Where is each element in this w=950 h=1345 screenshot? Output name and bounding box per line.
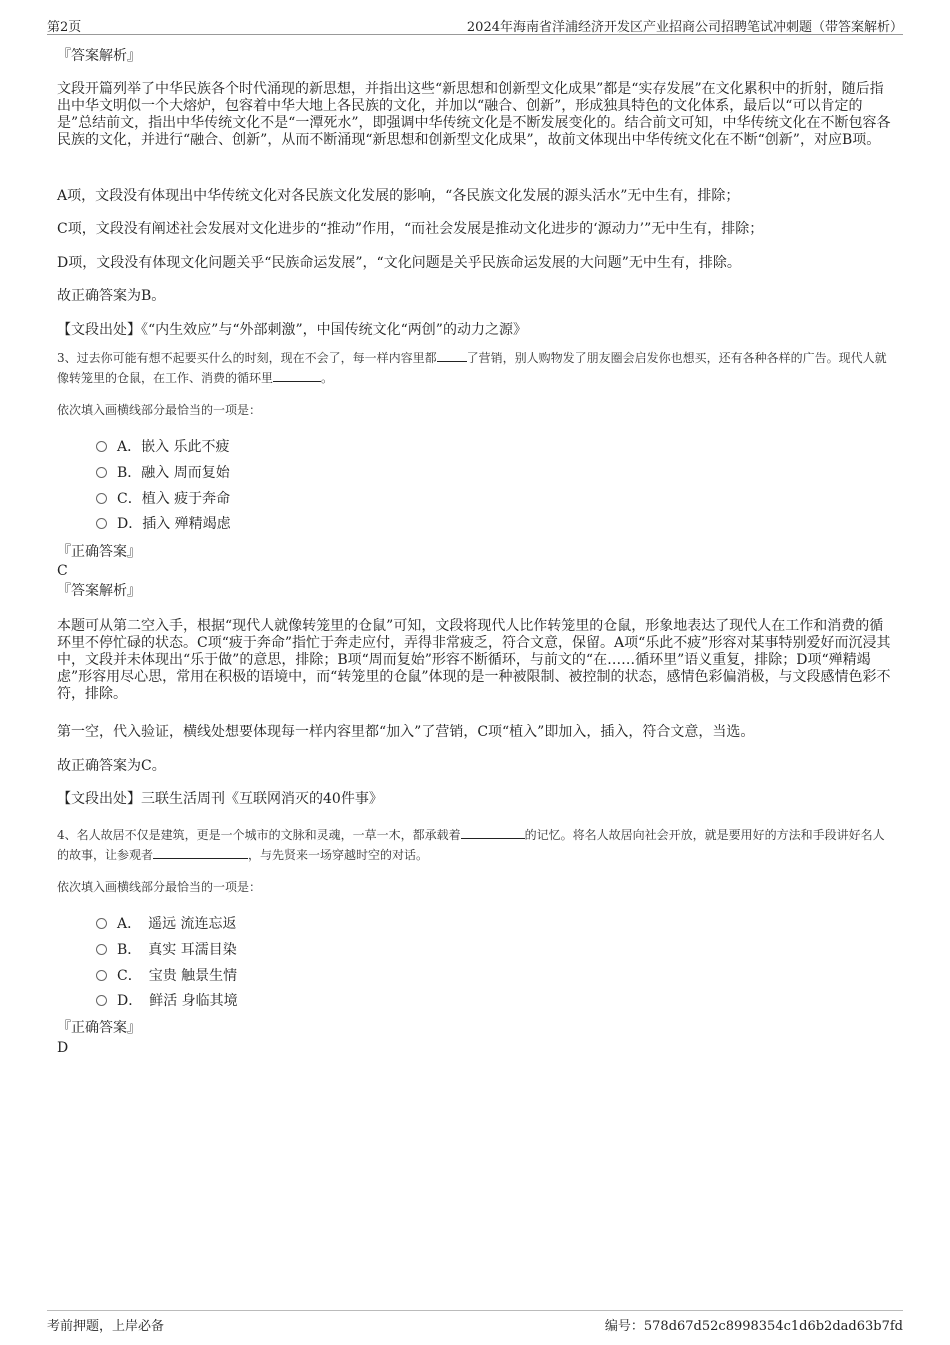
q2-source: 【文段出处】《“内生效应”与“外部刺激”，中国传统文化“两创”的动力之源》: [57, 322, 527, 338]
q2-conclusion: 故正确答案为B。: [57, 288, 166, 304]
q3-analysis-paragraph: 本题可从第二空入手，根据“现代人就像转笼里的仓鼠”可知，文段将现代人比作转笼里的仓鼠，形象地表达了现代人在工作和消费的循环里不停忙碌的状态。C项“疲于奔命”指忙于奔走应付，弄得非常疲乏，符合文意，保留。A项“乐此不疲”形容对某事特别爱好而沉浸其中，文段并未体现出“乐于做”的意思，排除；B项“周而复始”形容不断循环，与前文的“在……循环里”语义重复，排除；D项“殚精竭虑”形容用尽心思，常用在积极的语境中，而“转笼里的仓鼠”体现的是一种被限制、被控制的状态，感情色彩偏消极，与文段感情色彩不符，排除。: [57, 618, 891, 702]
q2-analysis-paragraph: 文段开篇列举了中华民族各个时代涌现的新思想，并指出这些“新思想和创新型文化成果”都是“实存发展”在文化累积中的折射，随后指出中华文明似一个大熔炉，包容着中华大地上各民族的文化，并加以“融合、创新”，形成独具特色的文化体系，最后以“可以肯定的是”总结前文，指出中华传统文化不是“一潭死水”，即强调中华传统文化是不断发展变化的。结合前文可知，中华传统文化在不断包容各民族的文化，并进行“融合、创新”，从而不断涌现“新思想和创新型文化成果”，故前文体现出中华传统文化在不断“创新”，对应B项。: [57, 81, 891, 148]
q3-blank-1: [437, 349, 467, 362]
radio-icon[interactable]: [96, 918, 107, 929]
radio-icon[interactable]: [96, 944, 107, 955]
q3-answer-label: 『正确答案』: [57, 544, 141, 560]
radio-icon[interactable]: [96, 518, 107, 529]
q3-analysis-label: 『答案解析』: [57, 583, 141, 599]
radio-icon[interactable]: [96, 995, 107, 1006]
page-number: 第2页: [47, 20, 82, 35]
q3-source: 【文段出处】三联生活周刊《互联网消灭的40件事》: [57, 791, 383, 807]
radio-icon[interactable]: [96, 493, 107, 504]
document-title: 2024年海南省洋浦经济开发区产业招商公司招聘笔试冲刺题（带答案解析）: [466, 20, 903, 35]
q2-option-c-note: C项，文段没有阐述社会发展对文化进步的“推动”作用，“而社会发展是推动文化进步的‘源动力’”无中生有，排除；: [57, 221, 764, 237]
q2-option-d-note: D项，文段没有体现文化问题关乎“民族命运发展”，“文化问题是关乎民族命运发展的大问题”无中生有，排除。: [57, 255, 741, 271]
q4-option-b[interactable]: B． 真实 耳濡目染: [96, 941, 237, 959]
radio-icon[interactable]: [96, 441, 107, 452]
q4-option-d[interactable]: D． 鲜活 身临其境: [96, 992, 238, 1010]
q2-analysis-label: 『答案解析』: [57, 48, 141, 64]
q4-stem: 4、名人故居不仅是建筑，更是一个城市的文脉和灵魂，一草一木，都承载着 的记忆。将名人故居向社会开放，就是要用好的方法和手段讲好名人的故事，让参观者 ，与先贤来一场穿越时空的对话。: [57, 828, 885, 862]
q4-option-a[interactable]: A． 遥远 流连忘返: [96, 915, 237, 933]
q3-option-d[interactable]: D．插入 殚精竭虑: [96, 515, 231, 533]
q3-option-a[interactable]: A．嵌入 乐此不疲: [96, 438, 230, 456]
q4-blank-1: [461, 826, 525, 839]
q4-option-c[interactable]: C． 宝贵 触景生情: [96, 967, 237, 985]
q3-blank-2: [273, 369, 321, 382]
q4-answer: D: [57, 1040, 69, 1056]
q3-answer: C: [57, 563, 68, 579]
q3-analysis-second-blank: 第一空，代入验证，横线处想要体现每一样内容里都“加入”了营销，C项“植入”即加入，插入，符合文意，当选。: [57, 724, 755, 740]
q4-blank-2: [153, 846, 248, 859]
radio-icon[interactable]: [96, 467, 107, 478]
document-serial: 编号：578d67d52c8998354c1d6b2dad63b7fd: [604, 1319, 903, 1334]
q3-option-c[interactable]: C．植入 疲于奔命: [96, 490, 230, 508]
radio-icon[interactable]: [96, 970, 107, 981]
q4-prompt: 依次填入画横线部分最恰当的一项是：: [57, 880, 262, 894]
q3-option-b[interactable]: B．融入 周而复始: [96, 464, 230, 482]
page-header: [47, 14, 903, 35]
q3-prompt: 依次填入画横线部分最恰当的一项是：: [57, 403, 262, 417]
footer-slogan: 考前押题，上岸必备: [47, 1319, 165, 1334]
page-footer: [47, 1310, 903, 1334]
q4-answer-label: 『正确答案』: [57, 1020, 141, 1036]
q3-conclusion: 故正确答案为C。: [57, 758, 166, 774]
q2-option-a-note: A项，文段没有体现出中华传统文化对各民族文化发展的影响，“各民族文化发展的源头活水”无中生有，排除；: [57, 188, 740, 204]
q3-stem: 3、过去你可能有想不起要买什么的时刻，现在不会了，每一样内容里都 了营销，别人购物发了朋友圈会启发你也想买，还有各种各样的广告。现代人就像转笼里的仓鼠，在工作、消费的循环里 。: [57, 351, 887, 385]
